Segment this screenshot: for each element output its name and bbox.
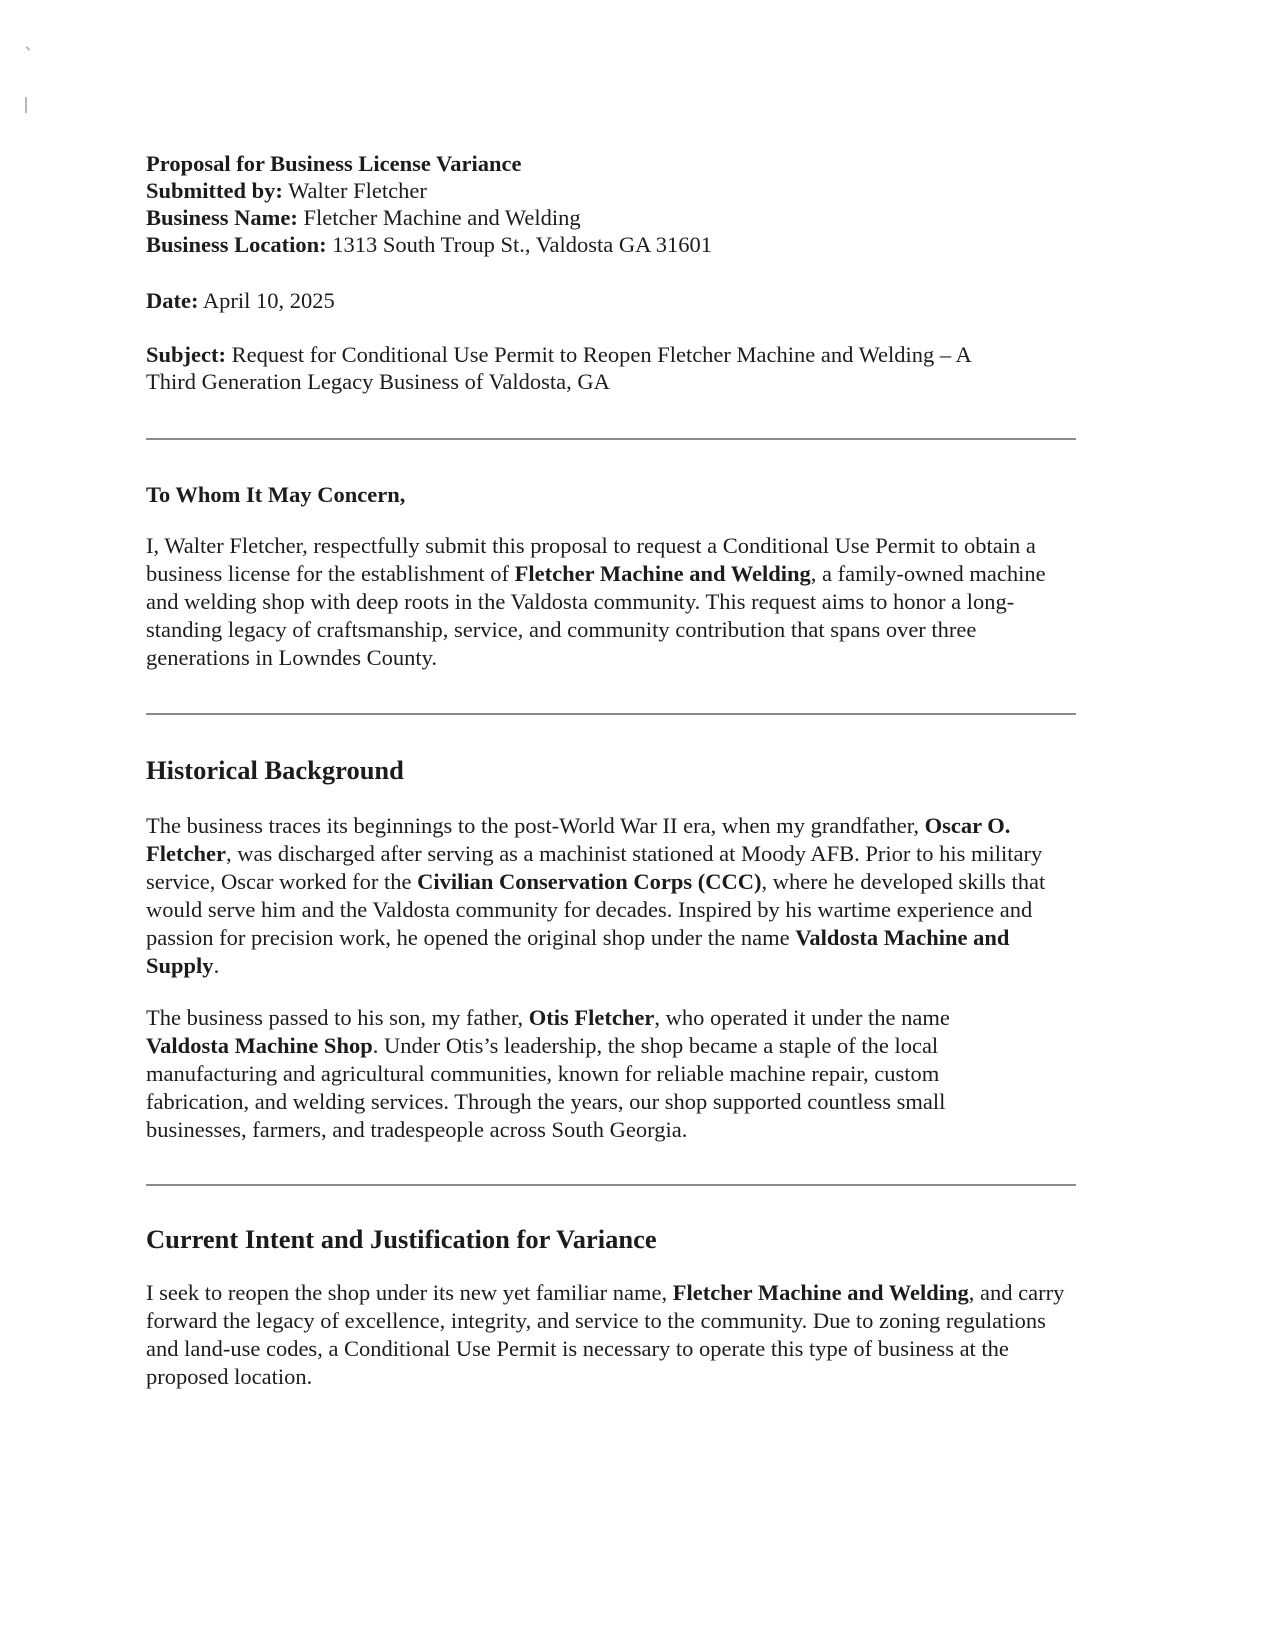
submitted-by-label: Submitted by: <box>146 178 283 203</box>
business-name-line <box>146 204 1086 231</box>
business-location-line <box>146 231 1086 258</box>
business-name-label: Business Name: <box>146 205 298 230</box>
text-part: I seek to reopen the shop under its new yet familiar name, <box>146 1280 673 1305</box>
current-text-1 <box>146 1279 1076 1391</box>
date-line <box>146 287 1086 314</box>
divider <box>146 1184 1076 1186</box>
text-part: , who operated it under the name <box>654 1005 950 1030</box>
section-heading-current-intent: Current Intent and Justification for Variance <box>146 1224 657 1254</box>
intro-business-name: Fletcher Machine and Welding <box>514 561 811 586</box>
business-location-label: Business Location: <box>146 232 327 257</box>
subject-label: Subject: <box>146 342 226 367</box>
name-oscar-fletcher: Oscar O. Fletcher <box>146 813 1011 866</box>
submitted-by-value: Walter Fletcher <box>282 178 427 203</box>
name-fletcher-machine-welding: Fletcher Machine and Welding <box>672 1280 969 1305</box>
salutation: To Whom It May Concern, <box>146 482 406 507</box>
scan-speck <box>25 97 27 113</box>
text-part: . Under Otis’s leadership, the shop became a staple of the local manufacturing and agricultural communities, known for reliable machine repair, custom fabrication, and welding services. Through the years, our shop supported countless small businesses, farmers, and tradespeople across South Georgia. <box>146 1033 946 1142</box>
subject-block <box>146 341 1086 395</box>
divider <box>146 713 1076 715</box>
text-part: , was discharged after serving as a machinist stationed at Moody AFB. Prior to his military service, Oscar worked for the <box>146 841 1043 894</box>
text-part: , where he developed skills that would serve him and the Valdosta community for decades. Inspired by his wartime experience and passion for precision work, he opened the original shop under the name <box>146 869 1046 950</box>
header-block <box>146 150 1086 258</box>
historical-paragraph-1 <box>146 812 1084 980</box>
historical-text-2 <box>146 1004 1016 1144</box>
business-name-value: Fletcher Machine and Welding <box>297 205 581 230</box>
current-paragraph-1 <box>146 1279 1076 1391</box>
subject-line-1 <box>146 341 1086 368</box>
business-location-value: 1313 South Troup St., Valdosta GA 31601 <box>326 232 712 257</box>
intro-text-part: I, Walter Fletcher, respectfully submit this proposal to request a Conditional Use Permit to obtain a business license for the establishment of <box>146 533 1036 586</box>
name-valdosta-machine-supply: Valdosta Machine and Supply <box>146 925 1010 978</box>
text-part: . <box>213 953 220 978</box>
text-part: The business traces its beginnings to the post-World War II era, when my grandfather, <box>146 813 925 838</box>
date-block <box>146 287 1086 314</box>
intro-paragraph <box>146 532 1081 672</box>
document-title: Proposal for Business License Variance <box>146 151 522 176</box>
scan-speck <box>26 46 31 51</box>
date-label: Date: <box>146 288 199 313</box>
divider <box>146 438 1076 440</box>
subject-line-2: Third Generation Legacy Business of Valdosta, GA <box>146 369 610 394</box>
subject-value-1: Request for Conditional Use Permit to Reopen Fletcher Machine and Welding – A <box>226 342 972 367</box>
intro-text-part: , a family-owned machine and welding shop with deep roots in the Valdosta community. This request aims to honor a long-standing legacy of craftsmanship, service, and community contribution that spans over three generations in Lowndes County. <box>146 561 1046 670</box>
name-valdosta-machine-shop: Valdosta Machine Shop <box>146 1033 373 1058</box>
historical-text-1 <box>146 812 1084 980</box>
date-value: April 10, 2025 <box>198 288 335 313</box>
submitted-by-line <box>146 177 1086 204</box>
name-otis-fletcher: Otis Fletcher <box>528 1005 655 1030</box>
section-heading-historical: Historical Background <box>146 755 404 785</box>
historical-paragraph-2 <box>146 1004 1016 1144</box>
text-part: The business passed to his son, my father, <box>146 1005 529 1030</box>
name-ccc: Civilian Conservation Corps (CCC) <box>417 869 762 894</box>
text-part: , and carry forward the legacy of excellence, integrity, and service to the community. Due to zoning regulations and land-use codes, a Conditional Use Permit is necessary to operate this type of business at the proposed location. <box>146 1280 1065 1389</box>
intro-text <box>146 532 1081 672</box>
salutation-block <box>146 481 1086 508</box>
